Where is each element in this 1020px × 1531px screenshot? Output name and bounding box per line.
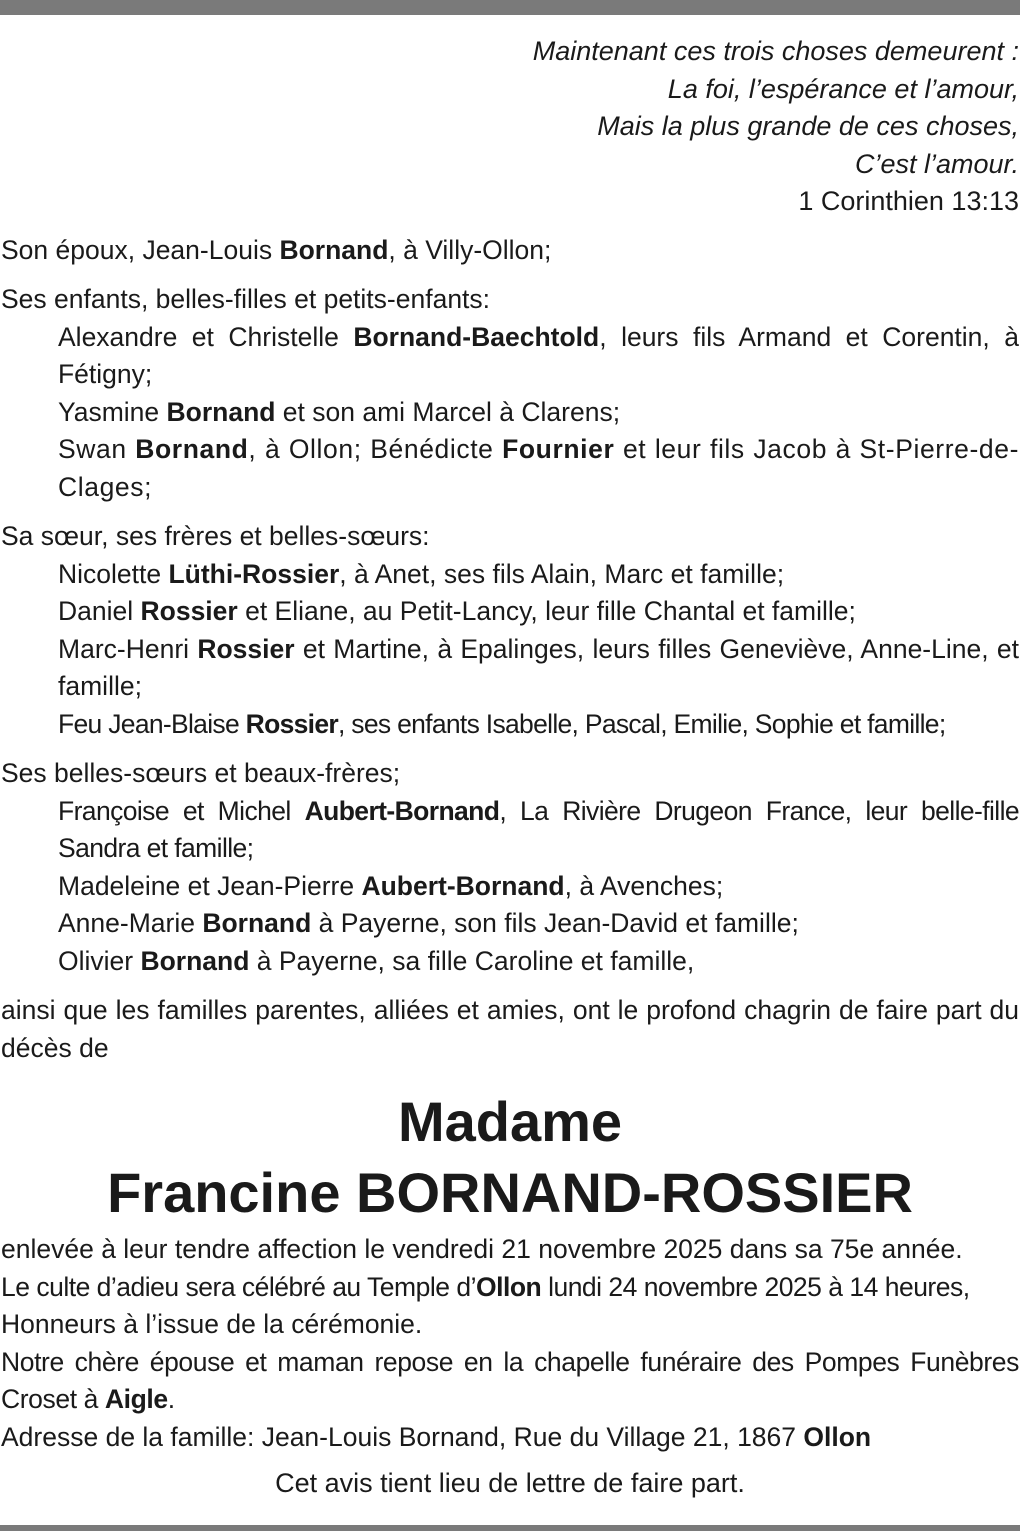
announcement-text: ainsi que les familles parentes, alliées et amies, ont le profond chagrin de faire part du décès de — [1, 995, 1019, 1063]
inlaw-entry: Olivier Bornand à Payerne, sa fille Caroline et famille, — [58, 945, 695, 976]
inlaws-heading: Ses belles-sœurs et beaux-frères; — [1, 758, 401, 788]
deceased-title: Madame — [397, 1090, 623, 1153]
funeral-details — [1, 1231, 1019, 1456]
spouse-line: Son époux, Jean-Louis Bornand, à Villy-Ollon; — [1, 234, 552, 265]
siblings-heading: Sa sœur, ses frères et belles-sœurs: — [1, 521, 430, 551]
children-heading: Ses enfants, belles-filles et petits-enfants: — [1, 284, 491, 314]
details-line: Le culte d’adieu sera célébré au Temple d’Ollon lundi 24 novembre 2025 à 14 heures, — [1, 1271, 970, 1302]
sibling-entry: Daniel Rossier et Eliane, au Petit-Lancy, leur fille Chantal et famille; — [58, 596, 856, 626]
children-entry: Swan Bornand, à Ollon; Bénédicte Fournier et leur fils Jacob à St-Pierre-de-Clages; — [58, 434, 1020, 502]
deceased-name — [1, 1086, 1019, 1228]
inlaw-entry: Françoise et Michel Aubert-Bornand, La Rivière Drugeon France, leur belle-fille Sandra et famille; — [58, 795, 1020, 863]
children-entry: Alexandre et Christelle Bornand-Baechtold, leurs fils Armand et Corentin, à Fétigny; — [58, 321, 1020, 389]
inlaw-entry: Anne-Marie Bornand à Payerne, son fils Jean-David et famille; — [58, 908, 799, 938]
closing-note: Cet avis tient lieu de lettre de faire part. — [275, 1468, 745, 1498]
bible-verse — [1, 33, 1019, 221]
verse-line: Mais la plus grande de ces choses, — [597, 111, 1019, 141]
details-line: Honneurs à l’issue de la cérémonie. — [1, 1309, 423, 1339]
sibling-entry: Nicolette Lüthi-Rossier, à Anet, ses fils Alain, Marc et famille; — [58, 558, 785, 589]
inlaw-entry: Madeleine et Jean-Pierre Aubert-Bornand, à Avenches; — [58, 870, 724, 901]
details-line: Adresse de la famille: Jean-Louis Bornand, Rue du Village 21, 1867 Ollon — [1, 1421, 872, 1452]
details-line: Notre chère épouse et maman repose en la chapelle funéraire des Pompes Funèbres Croset à Aigle. — [1, 1346, 1019, 1414]
sibling-entry: Feu Jean-Blaise Rossier, ses enfants Isabelle, Pascal, Emilie, Sophie et famille; — [58, 708, 946, 739]
sibling-entry: Marc-Henri Rossier et Martine, à Epalinges, leurs filles Geneviève, Anne-Line, et famille; — [58, 633, 1020, 701]
verse-line: La foi, l’espérance et l’amour, — [667, 73, 1019, 104]
bottom-rule — [0, 1525, 1020, 1531]
top-rule — [0, 0, 1020, 15]
details-line: enlevée à leur tendre affection le vendredi 21 novembre 2025 dans sa 75e année. — [1, 1234, 963, 1264]
children-entry: Yasmine Bornand et son ami Marcel à Clarens; — [58, 396, 621, 427]
obituary-notice — [1, 33, 1019, 1503]
verse-reference: 1 Corinthien 13:13 — [798, 186, 1019, 216]
verse-line: Maintenant ces trois choses demeurent : — [532, 36, 1019, 66]
deceased-fullname: Francine BORNAND-ROSSIER — [107, 1161, 913, 1224]
verse-line: C’est l’amour. — [854, 148, 1019, 179]
